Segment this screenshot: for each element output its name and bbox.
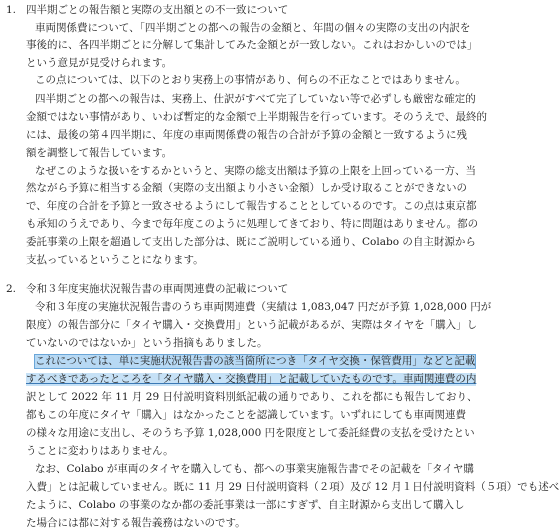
paragraph-line: 委託事業の上限を超過して支出した部分は、既にご説明している通り、Colabo の自主財源から: [26, 236, 476, 248]
paragraph-line: 都もこの年度にタイヤ「購入」はなかったことを認識しています。いずれにしても車両関連費: [26, 409, 466, 421]
paragraph-line: この点については、以下のとおり実務上の事情があり、何らの不正なことではありません。: [35, 74, 466, 86]
paragraph-line: 入費」とは記載していません。既に 11 月 29 日付説明資料（２項）及び 12 月１日付説明資料（５項）でも述べ: [26, 481, 559, 493]
paragraph-line: で、年度の合計を予算と一致させるようにして報告することとしているのです。この点は東京都: [26, 200, 477, 212]
paragraph-line: 車両関係費について、「四半期ごとの都への報告の金額と、年間の個々の実際の支出の内訳を: [35, 22, 471, 34]
section-1-title: 四半期ごとの報告額と実際の支出額との不一致について: [26, 4, 289, 16]
paragraph-line: 額を調整して報告しています。: [26, 147, 173, 159]
highlighted-line: これについては、単に実施状況報告書の該当箇所につき「タイヤ交換・保管費用」などと記載: [35, 355, 476, 367]
highlighted-line: するべきであったところを「タイヤ購入・交換費用」と記載していたものです。車両関連費の内: [26, 373, 477, 385]
paragraph-line: 四半期ごとの都への報告は、実務上、仕訳がすべて完了していない等で必ずしも厳密な確定的: [35, 93, 476, 105]
paragraph-line: たように、Colabo の事業のなか都の委託事業は一部にすぎず、自主財源から支出して購入し: [26, 499, 465, 511]
section-2-number: 2.: [6, 283, 17, 295]
paragraph-line: た場合には都に対する報告義務はないのです。: [26, 517, 246, 529]
section-2-title: 令和３年度実施状況報告書の車両関連費の記載について: [26, 283, 289, 295]
paragraph-line: 訳として 2022 年 11 月 29 日付説明資料別紙記載の通りであり、これを都にも報告しており、: [26, 391, 478, 403]
section-1-number: 1.: [6, 4, 17, 16]
paragraph-line: 支払っているということになります。: [26, 254, 204, 266]
paragraph-line: ていないのではないか」という指摘もありました。: [26, 337, 268, 349]
paragraph-line: うことに変わりはありません。: [26, 445, 174, 457]
paragraph-line: 金額ではない事情があり、いわば暫定的な金額で上半期報告を行っています。そのうえで、最終的: [26, 111, 487, 123]
paragraph-line: という意見が見受けられます。: [26, 57, 173, 69]
paragraph-line: 限度）の報告部分に「タイヤ購入・交換費用」という記載があるが、実際はタイヤを「購入」し: [26, 319, 478, 331]
paragraph-line: なお、Colabo が車両のタイヤを購入しても、都への事業実施報告書でその記載を「タイヤ購: [35, 463, 474, 475]
paragraph-line: 令和３年度の実施状況報告書のうち車両関連費（実績は 1,083,047 円だが予算 1,028,000 円が: [35, 301, 492, 313]
paragraph-line: の様々な用途に支出し、そのうち予算 1,028,000 円を限度として委託経費の支払を受けたとい: [26, 427, 475, 439]
paragraph-line: も承知のうえであり、今まで毎年度このように処理してきており、特に問題はありません。都の: [26, 218, 479, 230]
paragraph-line: なぜこのような扱いをするかというと、実際の総支出額は予算の上限を上回っている一方、当: [35, 165, 476, 177]
paragraph-line: には、最後の第４四半期に、年度の車両関係費の報告の合計が予算の金額と一致するように残: [26, 129, 467, 141]
paragraph-line: 事後的に、各四半期ごとに分解して集計してみた金額とが一致しない。これはおかしいのでは」: [26, 39, 478, 51]
paragraph-line: 然ながら予算に相当する金額（実際の支出額より小さい金額）しか受け取ることができないの: [26, 182, 467, 194]
